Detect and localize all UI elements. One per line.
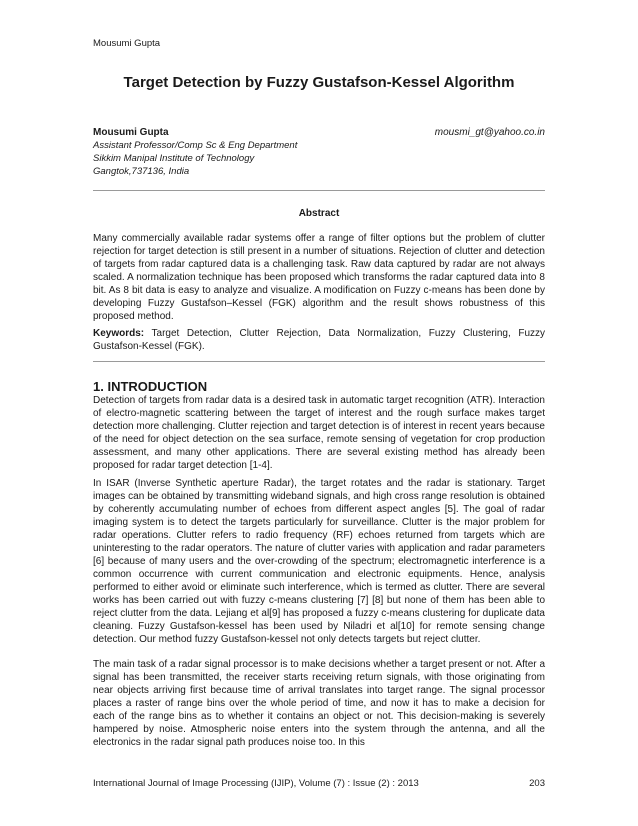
- abstract-text: Many commercially available radar systems offer a range of filter options but the problem of clutter rejection for target detection is still present in a number of situations. Rejection of clutter and detection of targets from radar captured data is a challenging task. Raw data captured by radar are not always scaled. A normalization technique has been proposed which transforms the radar captured data into 8 bit. As 8 bit data is easy to analyze and visualize. A modification on Fuzzy c-means has been done by developing Fuzzy Gustafson–Kessel (FGK) algorithm and the result shows robustness of this proposed method.: [93, 233, 545, 322]
- keywords: [93, 327, 545, 353]
- body-paragraph: In ISAR (Inverse Synthetic aperture Radar), the target rotates and the radar is stationary. Target images can be obtained by transmitting wideband signals, and high cross range resolution is obtained by coherently accumulating number of echoes from different aspect angles [5]. The goal of radar imaging system is to detect the targets particularly for surveillance. Clutter is the major problem for radar operations. Clutter refers to radio frequency (RF) echoes returned from targets which are uninteresting to the radar operators. The nature of clutter varies with application and radar parameters [6] because of many users and the over-crowding of the spectrum; electromagnetic interference is a common occurrence with current communication and electronic equipments. Hence, analysis performed to either avoid or eliminate such interference, which is termed as clutter. There are several works has been carried out with fuzzy c-means clustering [7] [8] but none of them has been able to reject clutter from the data. Lejiang et al[9] has proposed a fuzzy c-means clustering for duplicate data cleaning. Fuzzy Gustafson-kessel has been used by Niladri et al[10] for remote sensing change detection. Our method fuzzy Gustafson-kessel not only detects targets but reject clutter.: [93, 478, 545, 645]
- body-paragraph: Detection of targets from radar data is a desired task in automatic target recognition (ATR). Interaction of electro-magnetic scattering between the target of interest and the rough surface makes target detection more challenging. Clutter rejection and target detection is of interest in recent years because of the need for object detection on the sea surface, remote sensing of vegetation for crop production assessment, and many other applications. There are several existing method has already been proposed for radar target detection [1-4].: [93, 395, 545, 471]
- author-block: [93, 126, 545, 178]
- bottom-divider: [93, 361, 545, 362]
- page-number: 203: [529, 778, 545, 789]
- running-head: Mousumi Gupta: [93, 38, 161, 49]
- keywords-label: Keywords:: [93, 328, 145, 339]
- journal-footer: International Journal of Image Processing (IJIP), Volume (7) : Issue (2) : 2013: [93, 778, 419, 789]
- author-email: mousmi_gt@yahoo.co.in: [434, 127, 545, 138]
- top-divider: [93, 190, 545, 191]
- body-paragraph: The main task of a radar signal processor is to make decisions whether a target present or not. After a signal has been transmitted, the receiver starts receiving return signals, with those originating from near objects arriving first because time of arrival translates into target range. The signal processor places a raster of range bins over the whole period of time, and now it has to make a decision for each of the range bins as to whether it contains an object or not. This decision-making is severely hampered by noise. Atmospheric noise enters into the system through the antenna, and all the electronics in the radar signal path produces noise too. In this: [93, 659, 545, 748]
- affiliation-line: Gangtok,737136, India: [93, 166, 190, 177]
- keywords-text: Target Detection, Clutter Rejection, Data Normalization, Fuzzy Clustering, Fuzzy Gustafson-Kessel (FGK).: [93, 328, 545, 352]
- abstract-heading: Abstract: [298, 208, 340, 219]
- section-heading: 1. INTRODUCTION: [93, 379, 208, 394]
- affiliation-line: Assistant Professor/Comp Sc & Eng Department: [93, 140, 298, 151]
- affiliation-line: Sikkim Manipal Institute of Technology: [93, 153, 255, 164]
- paper-title: Target Detection by Fuzzy Gustafson-Kessel Algorithm: [123, 74, 515, 91]
- author-name: Mousumi Gupta: [93, 127, 169, 138]
